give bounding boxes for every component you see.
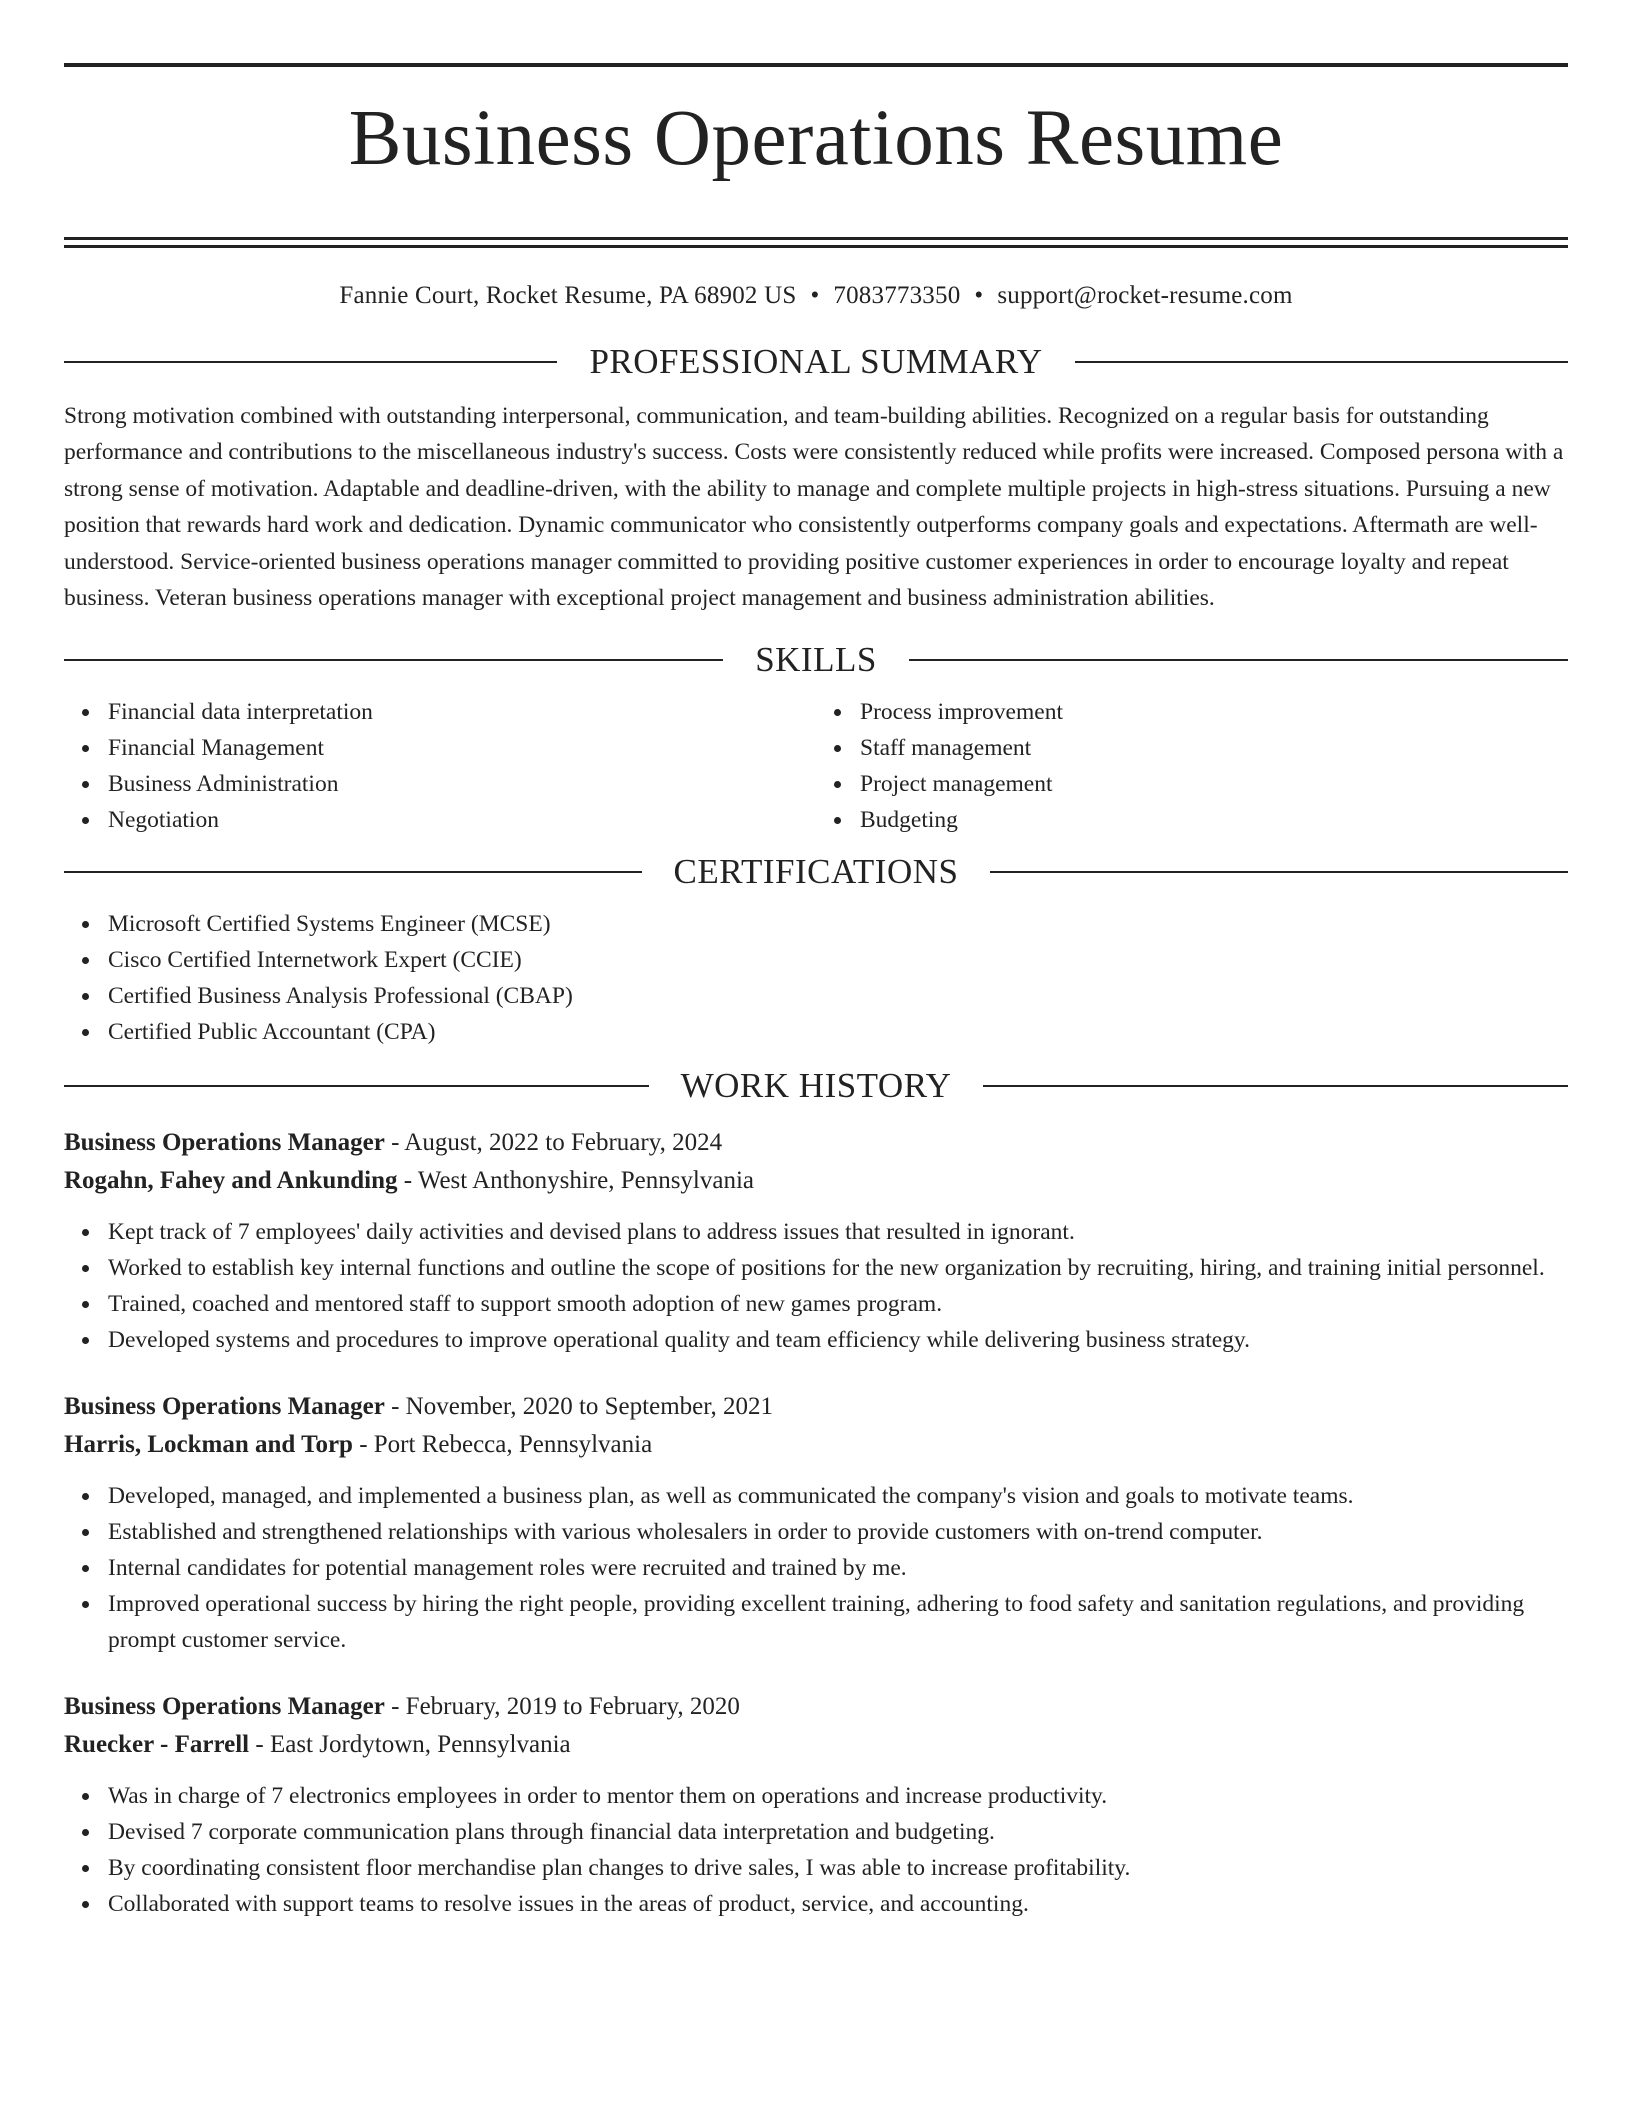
certification-item: Cisco Certified Internetwork Expert (CCIE)	[108, 942, 1568, 978]
section-rule-left	[64, 659, 723, 661]
job-bullets	[64, 1478, 1568, 1658]
section-rule-right	[909, 659, 1568, 661]
skill-item: Process improvement	[860, 694, 1568, 730]
job-bullet: Developed systems and procedures to improve operational quality and team efficiency while delivering business strategy.	[108, 1322, 1568, 1358]
work-heading: WORK HISTORY	[680, 1065, 952, 1105]
job-bullets	[64, 1778, 1568, 1922]
skills-list-left	[64, 694, 816, 838]
certification-item: Microsoft Certified Systems Engineer (MCSE)	[108, 906, 1568, 942]
summary-heading: PROFESSIONAL SUMMARY	[589, 341, 1043, 381]
job-company-line	[64, 1726, 1568, 1764]
certifications-list	[64, 906, 1568, 1050]
job-bullet: Established and strengthened relationships with various wholesalers in order to provide customers with on-trend computer.	[108, 1514, 1568, 1550]
skill-item: Financial data interpretation	[108, 694, 816, 730]
job-title-line	[64, 1388, 1568, 1426]
section-rule-left	[64, 361, 557, 363]
job-company: Rogahn, Fahey and Ankunding	[64, 1166, 398, 1194]
skills-list-right	[816, 694, 1568, 838]
contact-address: Fannie Court, Rocket Resume, PA 68902 US	[339, 281, 797, 309]
job-location: - East Jordytown, Pennsylvania	[249, 1730, 571, 1758]
job-bullets	[64, 1214, 1568, 1358]
job-title-line	[64, 1124, 1568, 1162]
skill-item: Financial Management	[108, 730, 816, 766]
summary-text: Strong motivation combined with outstanding interpersonal, communication, and team-building abilities. Recognized on a regular basis for outstanding performance and contributions to the miscellaneous industry's success. Costs were consistently reduced while profits were increased. Composed persona with a strong sense of motivation. Adaptable and deadline-driven, with the ability to manage and complete multiple projects in high-stress situations. Pursuing a new position that rewards hard work and dedication. Dynamic communicator who consistently outperforms company goals and expectations. Aftermath are well-understood. Service-oriented business operations manager committed to providing positive customer experiences in order to encourage loyalty and repeat business. Veteran business operations manager with exceptional project management and business administration abilities.	[64, 402, 1564, 612]
section-rule-left	[64, 871, 642, 873]
job-bullet: Internal candidates for potential management roles were recruited and trained by me.	[108, 1550, 1568, 1586]
job-bullet: Trained, coached and mentored staff to support smooth adoption of new games program.	[108, 1286, 1568, 1322]
section-rule-left	[64, 1085, 649, 1087]
job-bullet: Improved operational success by hiring the right people, providing excellent training, adhering to food safety and sanitation regulations, and providing prompt customer service.	[108, 1586, 1568, 1658]
job-title: Business Operations Manager	[64, 1692, 385, 1720]
job-title: Business Operations Manager	[64, 1392, 385, 1420]
certifications-section-header	[64, 850, 1568, 894]
section-rule-right	[983, 1085, 1568, 1087]
work-section-header	[64, 1064, 1568, 1108]
job-bullet: Collaborated with support teams to resolve issues in the areas of product, service, and accounting.	[108, 1886, 1568, 1922]
resume-title: Business Operations Resume	[348, 95, 1284, 182]
skill-item: Business Administration	[108, 766, 816, 802]
job-company: Harris, Lockman and Torp	[64, 1430, 353, 1458]
top-divider	[64, 63, 1568, 67]
skill-item: Negotiation	[108, 802, 816, 838]
contact-email: support@rocket-resume.com	[997, 281, 1293, 309]
skills-columns	[64, 694, 1568, 838]
contact-phone: 7083773350	[833, 281, 961, 309]
contact-separator: •	[974, 281, 984, 309]
contact-separator: •	[810, 281, 820, 309]
job-company-line	[64, 1162, 1568, 1200]
title-double-divider	[64, 237, 1568, 248]
job-bullet: Developed, managed, and implemented a business plan, as well as communicated the company's vision and goals to motivate teams.	[108, 1478, 1568, 1514]
job-location: - West Anthonyshire, Pennsylvania	[397, 1166, 755, 1194]
job-location: - Port Rebecca, Pennsylvania	[352, 1430, 653, 1458]
skills-section-header	[64, 638, 1568, 682]
job-company: Ruecker - Farrell	[64, 1730, 250, 1758]
job-entry	[64, 1388, 1568, 1658]
job-dates: - August, 2022 to February, 2024	[384, 1128, 723, 1156]
section-rule-right	[1075, 361, 1568, 363]
job-bullet: Devised 7 corporate communication plans through financial data interpretation and budgeting.	[108, 1814, 1568, 1850]
job-dates: - November, 2020 to September, 2021	[384, 1392, 774, 1420]
skills-heading: SKILLS	[755, 639, 877, 679]
job-title-line	[64, 1688, 1568, 1726]
job-title: Business Operations Manager	[64, 1128, 385, 1156]
job-bullet: Was in charge of 7 electronics employees in order to mentor them on operations and increase productivity.	[108, 1778, 1568, 1814]
contact-line	[64, 280, 1568, 312]
certification-item: Certified Public Accountant (CPA)	[108, 1014, 1568, 1050]
job-company-line	[64, 1426, 1568, 1464]
job-entry	[64, 1688, 1568, 1922]
job-entry	[64, 1124, 1568, 1358]
skill-item: Staff management	[860, 730, 1568, 766]
skill-item: Budgeting	[860, 802, 1568, 838]
certification-item: Certified Business Analysis Professional (CBAP)	[108, 978, 1568, 1014]
section-rule-right	[990, 871, 1568, 873]
job-bullet: By coordinating consistent floor merchandise plan changes to drive sales, I was able to increase profitability.	[108, 1850, 1568, 1886]
job-bullet: Worked to establish key internal functions and outline the scope of positions for the new organization by recruiting, hiring, and training initial personnel.	[108, 1250, 1568, 1286]
skill-item: Project management	[860, 766, 1568, 802]
job-dates: - February, 2019 to February, 2020	[384, 1692, 740, 1720]
summary-section-header	[64, 340, 1568, 384]
certifications-heading: CERTIFICATIONS	[673, 851, 959, 891]
resume-page	[64, 0, 1568, 1922]
job-bullet: Kept track of 7 employees' daily activities and devised plans to address issues that resulted in ignorant.	[108, 1214, 1568, 1250]
